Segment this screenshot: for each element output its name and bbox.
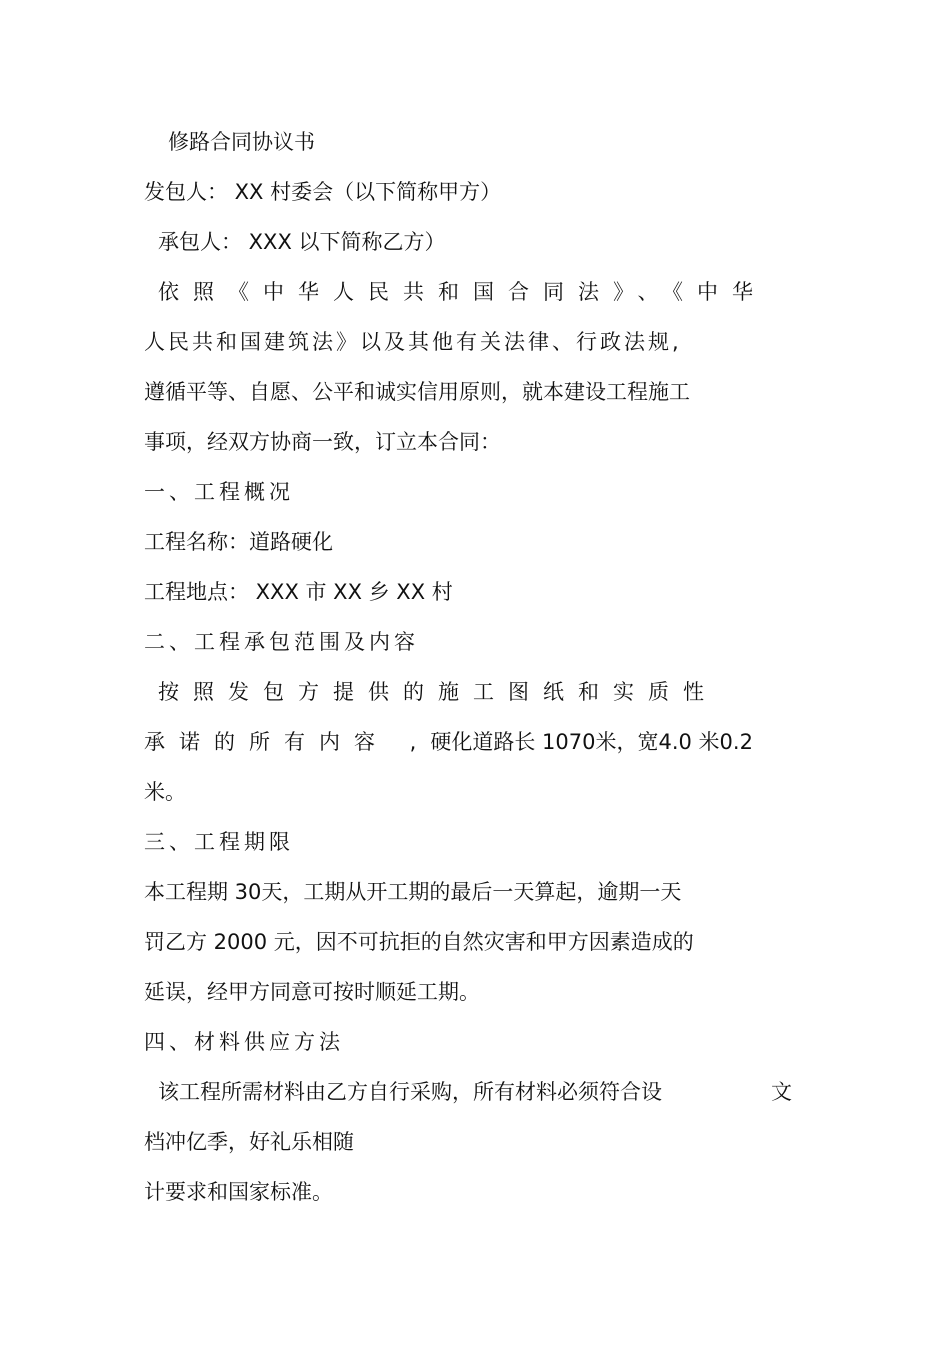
basis-line-2: 人民共和国建筑法》以及其他有关法律、行政法规, <box>144 330 682 354</box>
period-line-1: 本工程期 30天，工期从开工期的最后一天算起，逾期一天 <box>144 880 682 904</box>
scope-line-2-end: 硬化道路长 1070米，宽4.0 米0.2 <box>430 730 753 754</box>
period-line-3: 延误，经甲方同意可按时顺延工期。 <box>144 980 480 1004</box>
period-line-2: 罚乙方 2000 元，因不可抗拒的自然灾害和甲方因素造成的 <box>144 930 694 954</box>
basis-line-4: 事项，经双方协商一致，订立本合同： <box>144 430 501 454</box>
scope-line-3: 米。 <box>144 780 186 804</box>
scope-line-2 <box>144 728 753 756</box>
material-line-2: 计要求和国家标准。 <box>144 1180 333 1204</box>
section-heading-2: 二、工程承包范围及内容 <box>144 630 419 654</box>
party-b-line: 承包人： XXX 以下简称乙方） <box>158 230 446 254</box>
basis-line-1: 依照《中华人民共和国合同法》、《中华 <box>158 280 767 304</box>
section-heading-3: 三、工程期限 <box>144 830 294 854</box>
document-title: 修路合同协议书 <box>168 130 315 154</box>
basis-line-3: 遵循平等、自愿、公平和诚实信用原则，就本建设工程施工 <box>144 380 690 404</box>
watermark-line: 档冲亿季，好礼乐相随 <box>144 1130 354 1154</box>
section-heading-4: 四、材料供应方法 <box>144 1030 344 1054</box>
party-a-line: 发包人： XX 村委会（以下简称甲方） <box>144 180 502 204</box>
section-heading-1: 一、工程概况 <box>144 480 294 504</box>
project-location-line: 工程地点： XXX 市 XX 乡 XX 村 <box>144 580 453 604</box>
watermark-char: 文 <box>771 1080 792 1104</box>
scope-line-2-start: 承诺的所有内容 , <box>144 730 431 754</box>
material-line-1: 该工程所需材料由乙方自行采购，所有材料必须符合设 <box>158 1080 662 1104</box>
project-name-line: 工程名称：道路硬化 <box>144 530 333 554</box>
scope-line-1: 按照发包方提供的施工图纸和实质性 <box>158 680 718 704</box>
